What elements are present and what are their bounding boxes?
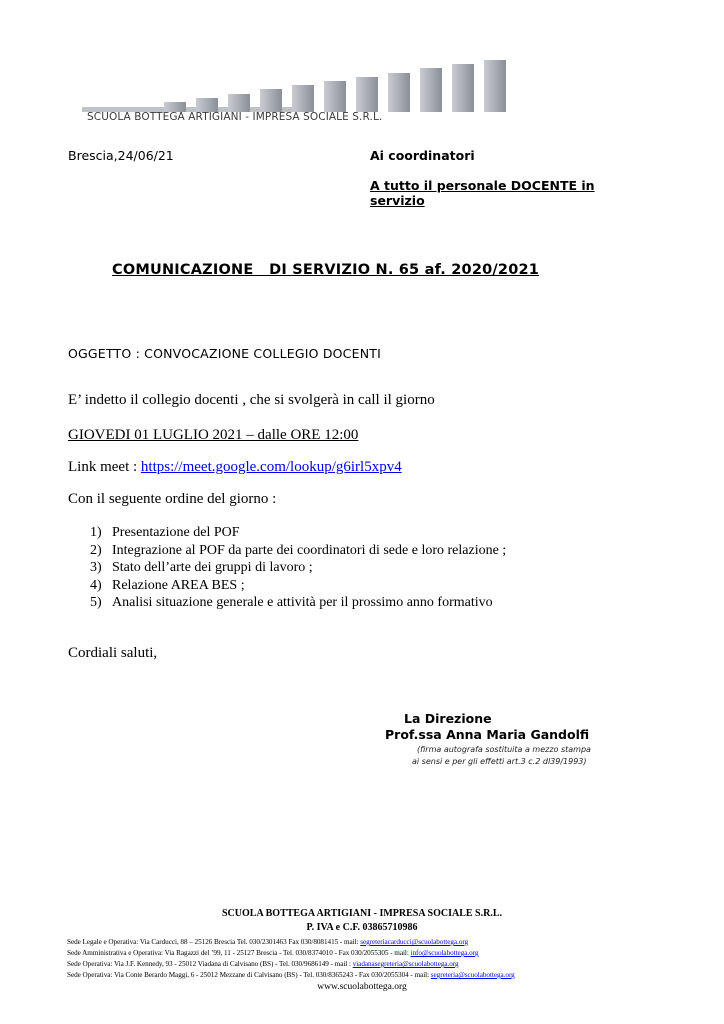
agenda-list bbox=[90, 524, 506, 612]
footer-address-text: Sede Amministrativa e Operativa: Via Ragazzi del ’99, 11 - 25127 Brescia - Tel. 030/8374010 - Fax 030/2055305 - mail: bbox=[67, 949, 411, 957]
logo-bar bbox=[388, 73, 410, 112]
footer-address-line bbox=[67, 960, 459, 968]
logo-bar bbox=[324, 81, 346, 112]
meeting-date-time: GIOVEDI 01 LUGLIO 2021 – dalle ORE 12:00 bbox=[68, 427, 359, 443]
footer-address-text: Sede Legale e Operativa: Via Carducci, 88 – 25126 Brescia Tel. 030/2301463 Fax 030/8081415 - mail: bbox=[67, 938, 361, 946]
footer-address-line bbox=[67, 938, 468, 946]
meet-link[interactable]: https://meet.google.com/lookup/g6irl5xpv4 bbox=[140, 459, 402, 475]
logo-bar bbox=[484, 60, 506, 112]
footer-address-text: Sede Operativa: Via J.F. Kennedy, 93 - 25012 Viadana di Calvisano (BS) - Tel. 030/9686149 - mail : bbox=[67, 960, 353, 968]
agenda-item-text: Stato dell’arte dei gruppi di lavoro ; bbox=[112, 560, 313, 575]
footer-address-text: Sede Operativa: Via Conte Berardo Maggi, 6 - 25012 Mezzane di Calvisano (BS) - Tel. 030/8365243 - Fax 030/2055304 - mail: bbox=[67, 971, 431, 979]
signature-title: La Direzione bbox=[404, 711, 492, 726]
company-logo bbox=[82, 60, 542, 112]
logo-bar bbox=[292, 85, 314, 112]
agenda-item bbox=[90, 559, 506, 577]
logo-bar bbox=[356, 77, 378, 112]
document-date: Brescia,24/06/21 bbox=[68, 148, 174, 163]
footer-website: www.scuolabottega.org bbox=[317, 982, 407, 992]
recipient-coordinators: Ai coordinatori bbox=[370, 148, 475, 163]
signature-note: (firma autografa sostituita a mezzo stampa bbox=[417, 745, 591, 754]
footer-address-line bbox=[67, 949, 478, 957]
meet-link-line bbox=[68, 459, 402, 476]
agenda-item-text: Analisi situazione generale e attività per il prossimo anno formativo bbox=[112, 595, 493, 610]
logo-bar bbox=[452, 64, 474, 112]
agenda-item-number: 4) bbox=[90, 577, 102, 593]
logo-company-name: SCUOLA BOTTEGA ARTIGIANI - IMPRESA SOCIALE S.R.L. bbox=[87, 111, 383, 123]
footer-email-link[interactable]: info@scuolabottega.org bbox=[410, 949, 479, 957]
agenda-item bbox=[90, 524, 506, 542]
signature-name: Prof.ssa Anna Maria Gandolfi bbox=[385, 727, 590, 742]
agenda-intro: Con il seguente ordine del giorno : bbox=[68, 491, 277, 507]
agenda-item-text: Relazione AREA BES ; bbox=[112, 577, 245, 593]
logo-bar bbox=[196, 98, 218, 112]
footer-address-line bbox=[67, 971, 515, 979]
footer-vat-number: P. IVA e C.F. 03865710986 bbox=[306, 922, 418, 933]
agenda-item bbox=[90, 542, 506, 560]
footer-company-name: SCUOLA BOTTEGA ARTIGIANI - IMPRESA SOCIALE S.R.L. bbox=[222, 908, 502, 919]
agenda-item-number: 5) bbox=[90, 595, 102, 610]
document-subject: OGGETTO : CONVOCAZIONE COLLEGIO DOCENTI bbox=[68, 346, 381, 361]
agenda-item-number: 3) bbox=[90, 560, 102, 575]
agenda-item-text: Presentazione del POF bbox=[112, 525, 240, 540]
agenda-item-number: 1) bbox=[90, 525, 102, 540]
document-title: COMUNICAZIONE DI SERVIZIO N. 65 af. 2020/2021 bbox=[112, 262, 540, 278]
agenda-item-number: 2) bbox=[90, 542, 102, 558]
agenda-item-text: Integrazione al POF da parte dei coordinatori di sede e loro relazione ; bbox=[112, 542, 507, 558]
logo-bar bbox=[228, 94, 250, 112]
logo-bar bbox=[420, 68, 442, 112]
closing-greeting: Cordiali saluti, bbox=[68, 645, 158, 661]
meet-link-label: Link meet : bbox=[68, 459, 141, 475]
agenda-item bbox=[90, 594, 506, 612]
logo-bar bbox=[260, 89, 282, 112]
footer-email-link[interactable]: viadanasegreteria@scuolabottega.org bbox=[352, 960, 459, 968]
intro-paragraph: E’ indetto il collegio docenti , che si svolgerà in call il giorno bbox=[68, 392, 435, 408]
footer-email-link[interactable]: segreteria@scuolabottega.org bbox=[430, 971, 515, 979]
agenda-item bbox=[90, 577, 506, 595]
recipient-teaching-staff: A tutto il personale DOCENTE in servizio bbox=[370, 178, 595, 208]
footer-email-link[interactable]: segreteriacarducci@scuolabottega.org bbox=[360, 938, 469, 946]
signature-note: ai sensi e per gli effetti art.3 c.2 dl39/1993) bbox=[412, 757, 587, 766]
